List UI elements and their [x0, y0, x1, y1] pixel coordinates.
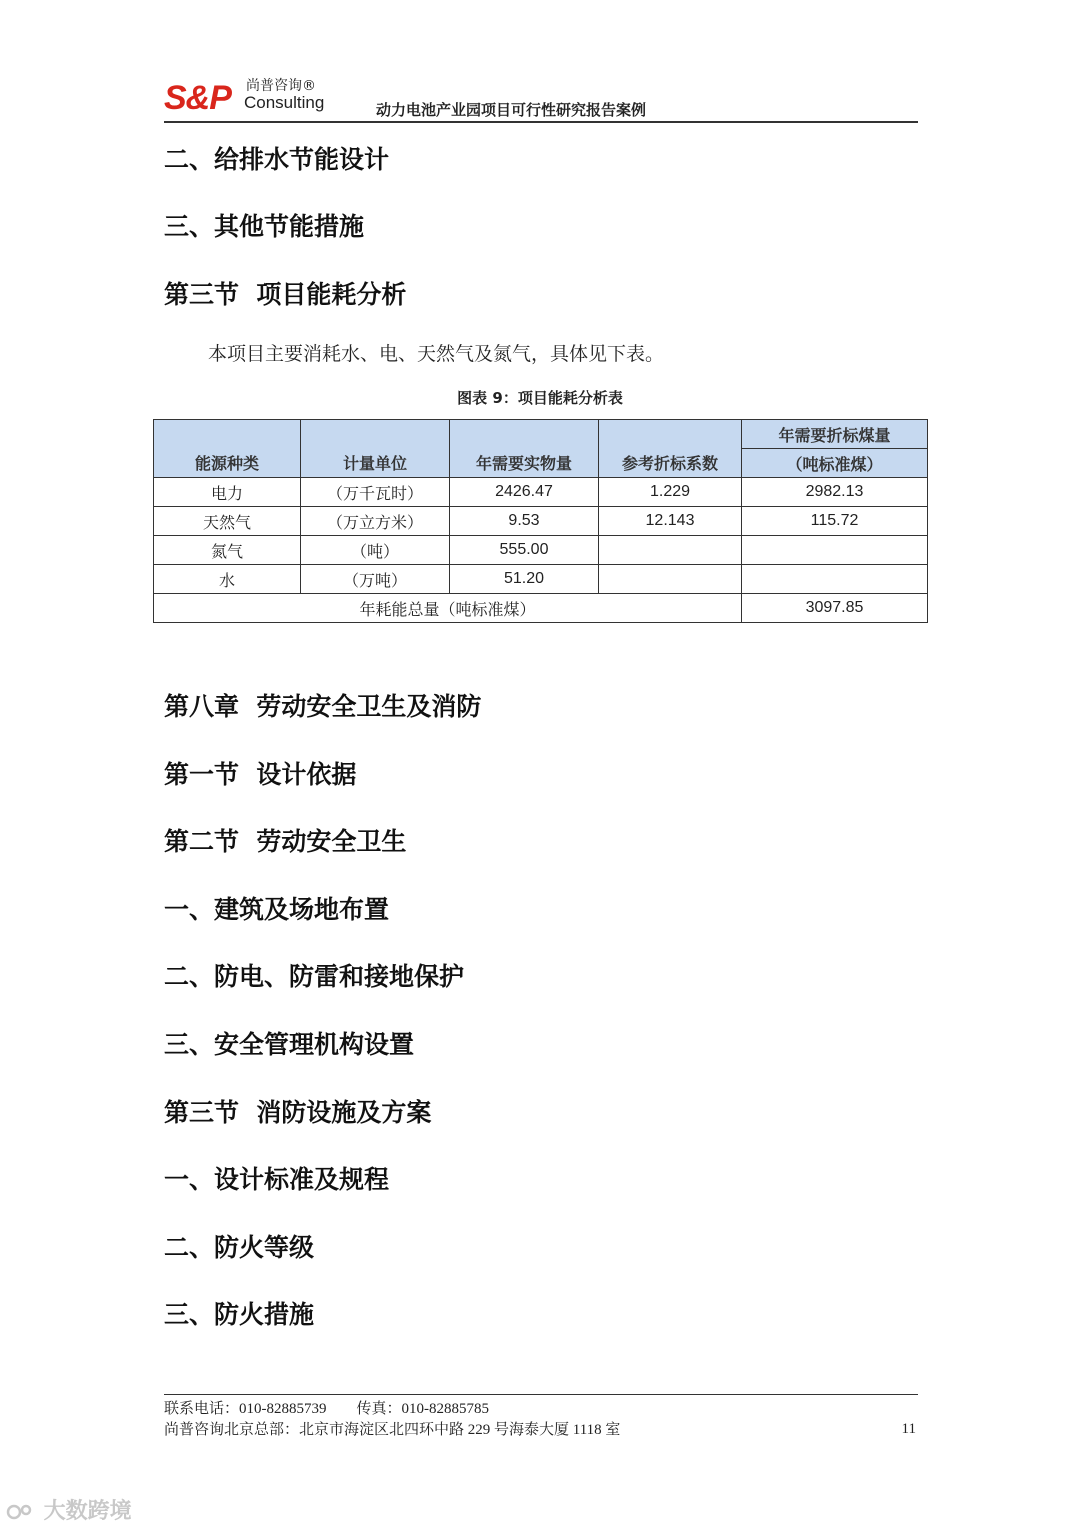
heading-safety-management: 三、安全管理机构设置	[164, 1030, 415, 1059]
heading-water-saving: 二、给排水节能设计	[164, 145, 390, 174]
header-coal-top: 年需要折标煤量	[742, 420, 928, 449]
watermark	[6, 1494, 132, 1525]
document-title: 动力电池产业园项目可行性研究报告案例	[376, 101, 647, 119]
header-quantity: 年需要实物量	[450, 420, 599, 478]
heading-chapter-eight: 第八章 劳动安全卫生及消防	[164, 692, 482, 721]
heading-other-measures: 三、其他节能措施	[164, 212, 365, 241]
cell-total-value: 3097.85	[742, 594, 928, 623]
cell-energy-type: 水	[154, 565, 301, 594]
cell-energy-type: 天然气	[154, 507, 301, 536]
heading-building-layout: 一、建筑及场地布置	[164, 895, 390, 924]
heading-fire-facilities: 第三节 消防设施及方案	[164, 1098, 432, 1127]
table-row	[154, 536, 928, 565]
header-coal-bottom: （吨标准煤）	[742, 449, 928, 478]
heading-lightning-protection: 二、防电、防雷和接地保护	[164, 962, 465, 991]
logo-chinese-name: 尚普咨询®	[246, 78, 316, 94]
cell-quantity: 51.20	[450, 565, 599, 594]
logo-sp-mark: S&P	[164, 79, 231, 117]
footer-address: 尚普咨询北京总部：北京市海淀区北四环中路 229 号海泰大厦 1118 室	[164, 1422, 621, 1438]
cell-factor	[599, 536, 742, 565]
cell-energy-type: 氮气	[154, 536, 301, 565]
header-energy-type: 能源种类	[154, 420, 301, 478]
cell-coal	[742, 536, 928, 565]
table-row	[154, 507, 928, 536]
logo-english-name: Consulting	[244, 93, 325, 112]
footer-contact: 联系电话：010-82885739 传真：010-82885785	[164, 1401, 489, 1417]
cell-energy-type: 电力	[154, 478, 301, 507]
header-unit: 计量单位	[301, 420, 450, 478]
table-row	[154, 565, 928, 594]
intro-paragraph: 本项目主要消耗水、电、天然气及氮气，具体见下表。	[208, 343, 665, 365]
cell-factor	[599, 565, 742, 594]
cell-total-label: 年耗能总量（吨标准煤）	[154, 594, 742, 623]
cell-factor: 1.229	[599, 478, 742, 507]
cell-coal: 2982.13	[742, 478, 928, 507]
cell-unit: （万吨）	[301, 565, 450, 594]
heading-design-standards: 一、设计标准及规程	[164, 1165, 390, 1194]
energy-consumption-table	[153, 419, 928, 623]
header-divider	[164, 121, 918, 123]
cell-factor: 12.143	[599, 507, 742, 536]
cell-coal	[742, 565, 928, 594]
watermark-text: 大数跨境	[43, 1499, 132, 1524]
cell-unit: （吨）	[301, 536, 450, 565]
table-row	[154, 478, 928, 507]
table-caption: 图表 9：项目能耗分析表	[457, 389, 623, 407]
cell-quantity: 2426.47	[450, 478, 599, 507]
cell-quantity: 9.53	[450, 507, 599, 536]
heading-design-basis: 第一节 设计依据	[164, 760, 357, 789]
heading-labor-safety: 第二节 劳动安全卫生	[164, 827, 407, 856]
company-logo	[164, 78, 344, 118]
cell-coal: 115.72	[742, 507, 928, 536]
heading-fire-measures: 三、防火措施	[164, 1300, 315, 1329]
cell-unit: （万立方米）	[301, 507, 450, 536]
header-factor: 参考折标系数	[599, 420, 742, 478]
heading-energy-analysis: 第三节 项目能耗分析	[164, 280, 407, 309]
heading-fire-rating: 二、防火等级	[164, 1233, 315, 1262]
watermark-logo-icon	[6, 1501, 36, 1523]
page-number: 11	[901, 1421, 916, 1437]
cell-unit: （万千瓦时）	[301, 478, 450, 507]
table-header-row	[154, 420, 928, 449]
table-total-row	[154, 594, 928, 623]
footer-divider	[164, 1394, 918, 1395]
cell-quantity: 555.00	[450, 536, 599, 565]
